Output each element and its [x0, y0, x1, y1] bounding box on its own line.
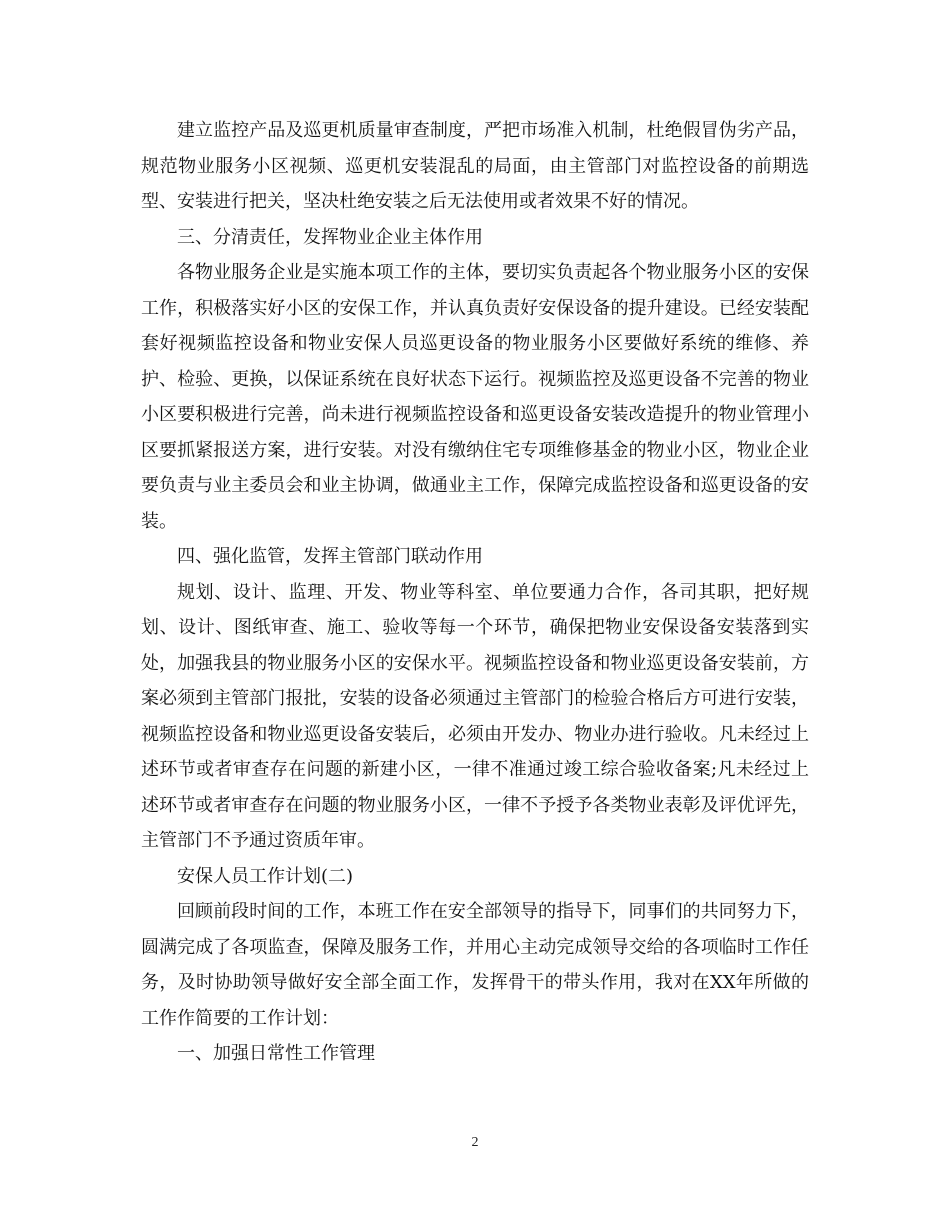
- section-heading-three: 三、分清责任，发挥物业企业主体作用: [177, 226, 483, 248]
- section-heading-one: 一、加强日常性工作管理: [177, 1043, 375, 1064]
- paragraph-supervision: 规划、设计、监理、开发、物业等科室、单位要通力合作，各司其职，把好规划、设计、图纸审查、施工、验收等每一个环节，确保把物业安保设备安装落到实处，加强我县的物业服务小区的安保水平。视频监控设备和物业巡更设备安装前，方案必须到主管部门报批，安装的设备必须通过主管部门的检验合格后方可进行安装，视频监控设备和物业巡更设备安装后，必须由开发办、物业办进行验收。凡未经过上述环节或者审查存在问题的新建小区，一律不准通过竣工综合验收备案;凡未经过上述环节或者审查存在问题的物业服务小区，一律不予授予各类物业表彰及评优评先，主管部门不予通过资质年审。: [141, 581, 809, 851]
- paragraph-enterprise-responsibility: 各物业服务企业是实施本项工作的主体，要切实负责起各个物业服务小区的安保工作，积极落实好小区的安保工作，并认真负责好安保设备的提升建设。已经安装配套好视频监控设备和物业安保人员巡更设备的物业服务小区要做好系统的维修、养护、检验、更换，以保证系统在良好状态下运行。视频监控及巡更设备不完善的物业小区要积极进行完善，尚未进行视频监控设备和巡更设备安装改造提升的物业管理小区要抓紧报送方案，进行安装。对没有缴纳住宅专项维修基金的物业小区，物业企业要负责与业主委员会和业主协调，做通业主工作，保障完成监控设备和巡更设备的安装。: [141, 262, 809, 532]
- section-heading-four: 四、强化监管，发挥主管部门联动作用: [177, 546, 483, 567]
- document-body: [141, 113, 809, 1072]
- paragraph-quality-review: 建立监控产品及巡更机质量审查制度，严把市场准入机制，杜绝假冒伪劣产品，规范物业服务小区视频、巡更机安装混乱的局面，由主管部门对监控设备的前期选型、安装进行把关，坚决杜绝安装之后无法使用或者效果不好的情况。: [141, 120, 809, 212]
- paragraph-review: 回顾前段时间的工作，本班工作在安全部领导的指导下，同事们的共同努力下，圆满完成了各项监查，保障及服务工作，并用心主动完成领导交给的各项临时工作任务，及时协助领导做好安全部全面工作，发挥骨干的带头作用，我对在XX年所做的工作作简要的工作计划：: [141, 901, 809, 1029]
- plan-title-two: 安保人员工作计划(二): [177, 865, 354, 887]
- page-number: 2: [471, 1135, 479, 1150]
